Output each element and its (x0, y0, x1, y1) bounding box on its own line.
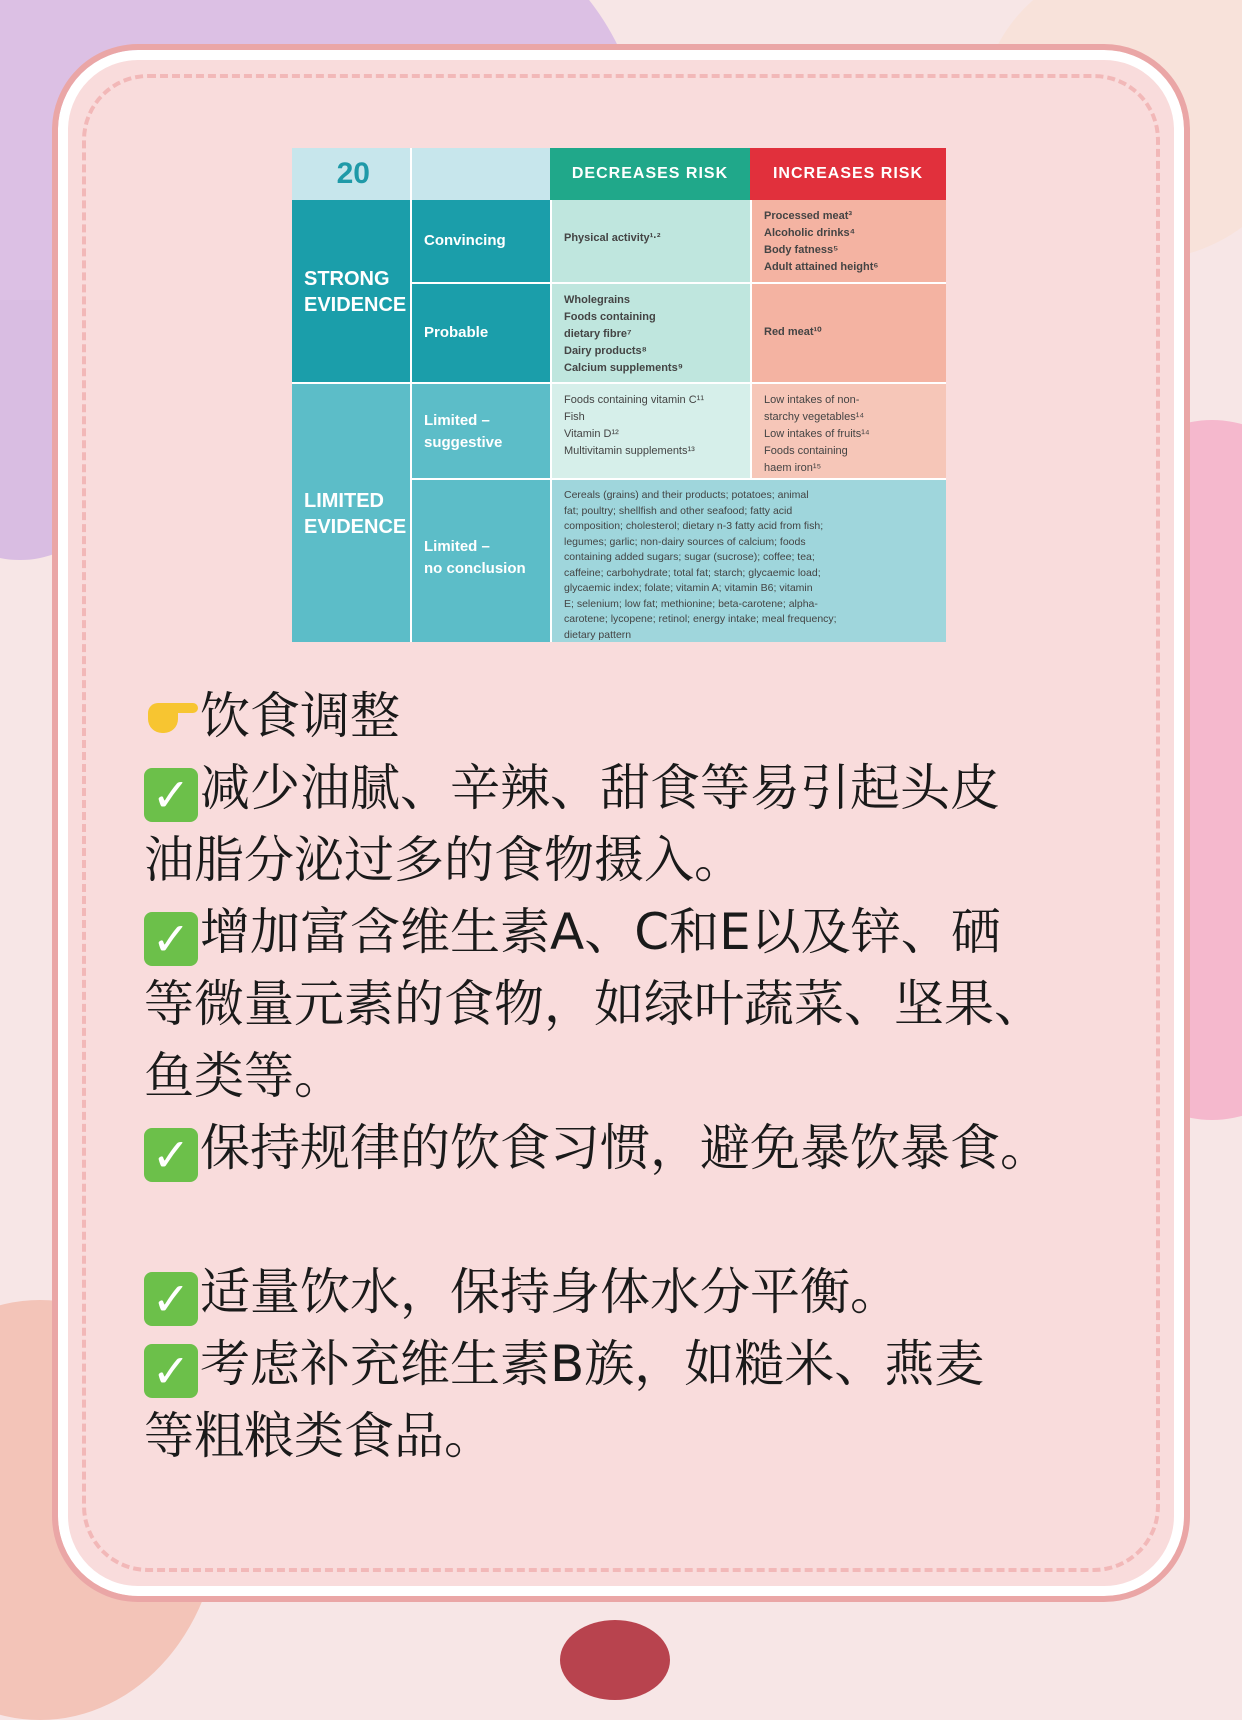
tip-item: ✓ 适量饮水，保持身体水分平衡。 (144, 1256, 1124, 1328)
limited-no-conclusion-label: Limited – no conclusion (410, 478, 550, 642)
convincing-increases-cell: Processed meat³ Alcoholic drinks⁴ Body fatness⁵ Adult attained height⁶ (750, 200, 946, 282)
probable-increases-cell: Red meat¹⁰ (750, 282, 946, 382)
convincing-label: Convincing (410, 200, 550, 282)
table-header-blank (410, 148, 550, 200)
header-increases-risk: INCREASES RISK (750, 148, 946, 200)
check-mark-icon: ✓ (144, 1344, 198, 1398)
heading-text: 饮食调整 (200, 687, 400, 745)
check-mark-icon: ✓ (144, 768, 198, 822)
tip-item: ✓ 考虑补充维生素B族，如糙米、燕麦 (144, 1328, 1124, 1400)
tip-item: ✓ 保持规律的饮食习惯，避免暴饮暴食。 (144, 1112, 1124, 1184)
header-decreases-risk: DECREASES RISK (550, 148, 750, 200)
pointing-hand-icon (144, 691, 198, 735)
diet-tips-text (144, 680, 1124, 1472)
check-mark-icon: ✓ (144, 1128, 198, 1182)
tip-item: ✓ 减少油腻、辛辣、甜食等易引起头皮 (144, 752, 1124, 824)
suggestive-decreases-cell: Foods containing vitamin C¹¹ Fish Vitamin D¹² Multivitamin supplements¹³ (550, 382, 750, 478)
spacer (144, 1184, 1124, 1256)
bg-red-blob (560, 1620, 670, 1700)
check-mark-icon: ✓ (144, 912, 198, 966)
strong-evidence-label: STRONG EVIDENCE (292, 200, 410, 382)
tip-continuation: 油脂分泌过多的食物摄入。 (144, 831, 744, 889)
check-mark-icon: ✓ (144, 1272, 198, 1326)
tip-continuation: 等微量元素的食物，如绿叶蔬菜、坚果、 (144, 975, 1044, 1033)
no-conclusion-cell: Cereals (grains) and their products; potatoes; animal fat; poultry; shellfish and other seafood; fatty acid composition; cholesterol; dietary n-3 fatty acid from fish; legumes; garlic; non-dairy sources of calcium; foods containing added sugars; sugar (sucrose); coffee; tea; caffeine; carbohydrate; total fat; starch; glycaemic load; glycaemic index; folate; vitamin A; vitamin B6; vitamin E; selenium; low fat; methionine; beta-carotene; alpha- carotene; lycopene; retinol; energy intake; meal frequency; dietary pattern (550, 478, 946, 642)
evidence-table-image (292, 148, 946, 642)
probable-decreases-cell: Wholegrains Foods containing dietary fibre⁷ Dairy products⁸ Calcium supplements⁹ (550, 282, 750, 382)
limited-suggestive-label: Limited – suggestive (410, 382, 550, 478)
limited-evidence-label: LIMITED EVIDENCE (292, 382, 410, 642)
tip-item: ✓ 增加富含维生素A、C和E以及锌、硒 (144, 896, 1124, 968)
convincing-decreases-cell: Physical activity¹·² (550, 200, 750, 282)
suggestive-increases-cell: Low intakes of non- starchy vegetables¹⁴ Low intakes of fruits¹⁴ Foods containing haem iron¹⁵ (750, 382, 946, 478)
tip-continuation: 等粗粮类食品。 (144, 1407, 494, 1465)
probable-label: Probable (410, 282, 550, 382)
table-logo: 20 (292, 148, 410, 200)
section-heading (144, 680, 1124, 752)
tip-continuation: 鱼类等。 (144, 1047, 344, 1105)
